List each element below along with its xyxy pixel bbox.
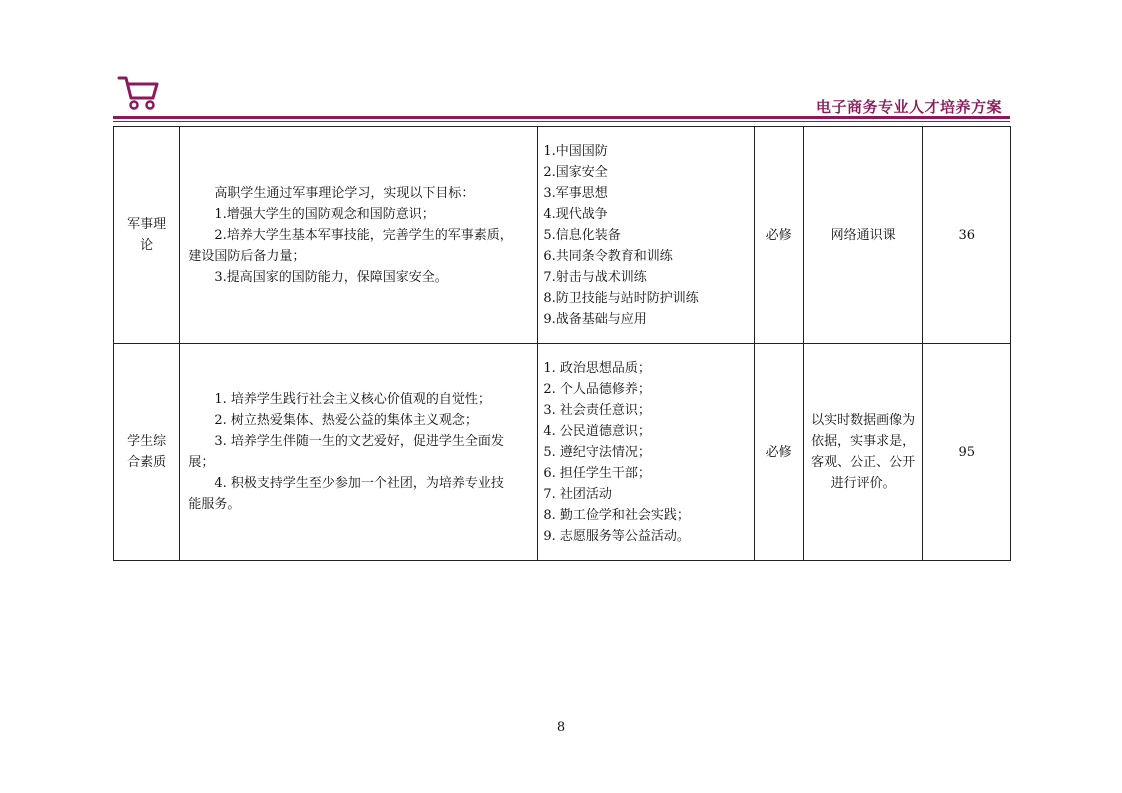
content-item: 4. 公民道德意识； [543, 423, 651, 439]
header-rule-thin [113, 121, 1010, 122]
course-hours: 95 [923, 344, 1011, 561]
goal-line: 高职学生通过军事理论学习，实现以下目标： [214, 185, 475, 201]
shopping-cart-icon [117, 72, 161, 112]
content-item: 3. 社会责任意识； [543, 402, 651, 418]
course-goals-cell [180, 127, 538, 344]
content-item: 4.现代战争 [543, 206, 608, 222]
content-item: 8. 勤工俭学和社会实践； [543, 507, 690, 523]
course-content-cell [538, 344, 754, 561]
course-content-cell [538, 127, 754, 344]
course-method: 网络通识课 [830, 227, 896, 243]
course-name: 军事理论 [127, 217, 167, 253]
content-item: 7.射击与战术训练 [543, 269, 647, 285]
table-row [114, 344, 1011, 561]
content-item: 5.信息化装备 [543, 227, 621, 243]
course-method-cell [803, 344, 923, 561]
header-rule-thick [113, 116, 1010, 119]
content-item: 9.战备基础与应用 [543, 311, 647, 327]
table-row [114, 127, 1011, 344]
course-hours: 36 [923, 127, 1011, 344]
course-name: 学生综合素质 [127, 434, 167, 470]
course-name-cell [114, 127, 180, 344]
content-item: 1.中国国防 [543, 143, 608, 159]
content-item: 2.国家安全 [543, 164, 608, 180]
goal-line: 1.增强大学生的国防观念和国防意识； [214, 206, 435, 222]
document-title: 电子商务专业人才培养方案 [815, 98, 1002, 116]
goal-line: 1. 培养学生践行社会主义核心价值观的自觉性； [214, 392, 491, 407]
page-number: 8 [556, 720, 566, 735]
goal-line: 能服务。 [188, 497, 241, 512]
content-item: 2. 个人品德修养； [543, 381, 651, 397]
page-header [113, 68, 1010, 124]
content-item: 1. 政治思想品质； [543, 360, 651, 376]
goal-line: 3. 培养学生伴随一生的文艺爱好，促进学生全面发 [214, 434, 504, 449]
course-table [113, 126, 1011, 561]
course-type: 必修 [754, 344, 803, 561]
content-item: 8.防卫技能与站时防护训练 [543, 290, 699, 306]
course-method: 以实时数据画像为依据，实事求是，客观、公正、公开进行评价。 [811, 413, 916, 491]
content-item: 3.军事思想 [543, 185, 608, 201]
goal-line: 4. 积极支持学生至少参加一个社团，为培养专业技 [214, 476, 504, 491]
content-item: 7. 社团活动 [543, 486, 612, 502]
content-item: 6. 担任学生干部； [543, 465, 651, 481]
course-name-cell [114, 344, 180, 561]
goal-line: 建设国防后备力量； [188, 248, 306, 264]
goal-line: 2.培养大学生基本军事技能，完善学生的军事素质， [214, 227, 513, 243]
content-item: 9. 志愿服务等公益活动。 [543, 528, 690, 544]
goal-line: 2. 树立热爱集体、热爱公益的集体主义观念； [214, 413, 478, 428]
goal-line: 3.提高国家的国防能力，保障国家安全。 [214, 269, 448, 285]
content-item: 6.共同条令教育和训练 [543, 248, 673, 264]
course-method-cell [803, 127, 923, 344]
content-item: 5. 遵纪守法情况； [543, 444, 651, 460]
course-goals-cell [180, 344, 538, 561]
course-type: 必修 [754, 127, 803, 344]
goal-line: 展； [188, 455, 215, 470]
